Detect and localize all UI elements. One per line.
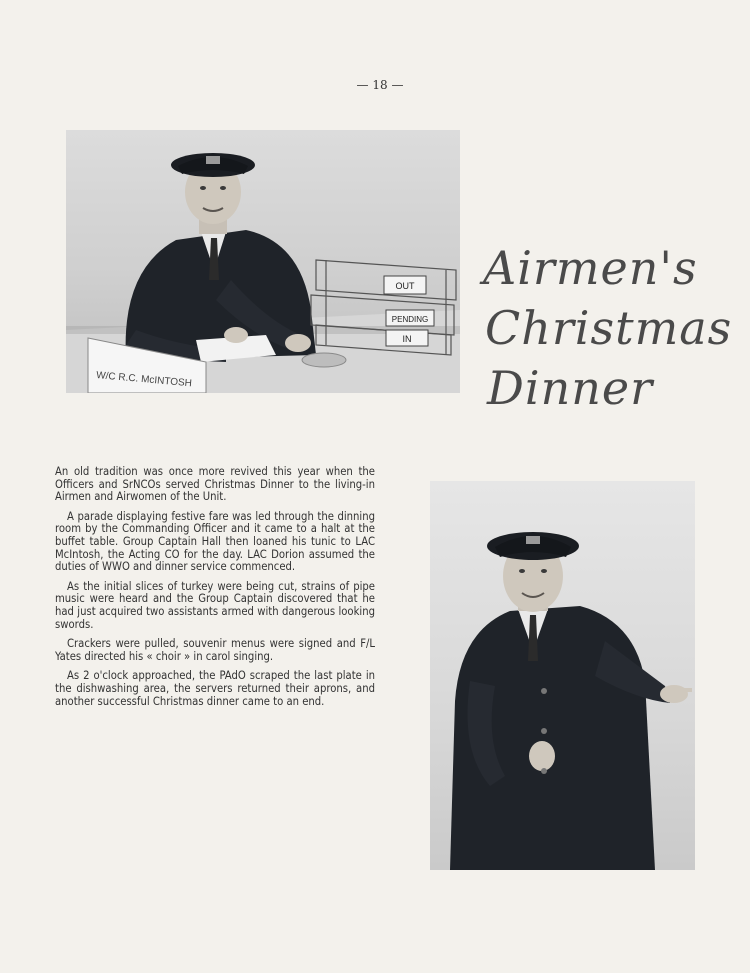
title-line-3: Dinner [487,361,654,415]
article-title [475,238,735,418]
page-number: — 18 — [356,78,404,92]
paragraph-2: A parade displaying festive fare was led through the dinning room by the Commanding Officer and it came to a halt at the buffet table. Group Captain Hall then loaned his tunic to LAC McIntosh, the Acting CO for the day. LAC Dorion assumed the duties of WWO and dinner service commenced. [55,509,375,574]
article-body [55,466,375,715]
tray-label-pending: PENDING [391,315,429,324]
paragraph-4: Crackers were pulled, souvenir menus were signed and F/L Yates directed his « choir » in carol singing. [55,637,375,663]
paragraph-3: As the initial slices of turkey were being cut, strains of pipe music were heard and the Group Captain discovered that he had just acquired two assistants armed with dangerous looking swords. [55,579,375,631]
title-line-1: Airmen's [483,241,698,295]
paragraph-5: As 2 o'clock approached, the PAdO scraped the last plate in the dishwashing area, the servers returned their aprons, and another successful Christmas dinner came to an end. [55,669,375,708]
tray-label-in: IN [402,334,412,344]
officer-desk-illustration [66,130,460,393]
desk-name-sign: W/C R.C. McINTOSH [95,370,193,390]
tray-label-out: OUT [395,281,415,291]
photo-airman-pointing [430,481,695,870]
airman-illustration [430,481,695,870]
paragraph-1: An old tradition was once more revived this year when the Officers and SrNCOs served Christmas Dinner to the living-in Airmen and Airwomen of the Unit. [55,465,375,504]
title-line-2: Christmas [485,301,733,355]
photo-officer-at-desk [66,130,460,393]
